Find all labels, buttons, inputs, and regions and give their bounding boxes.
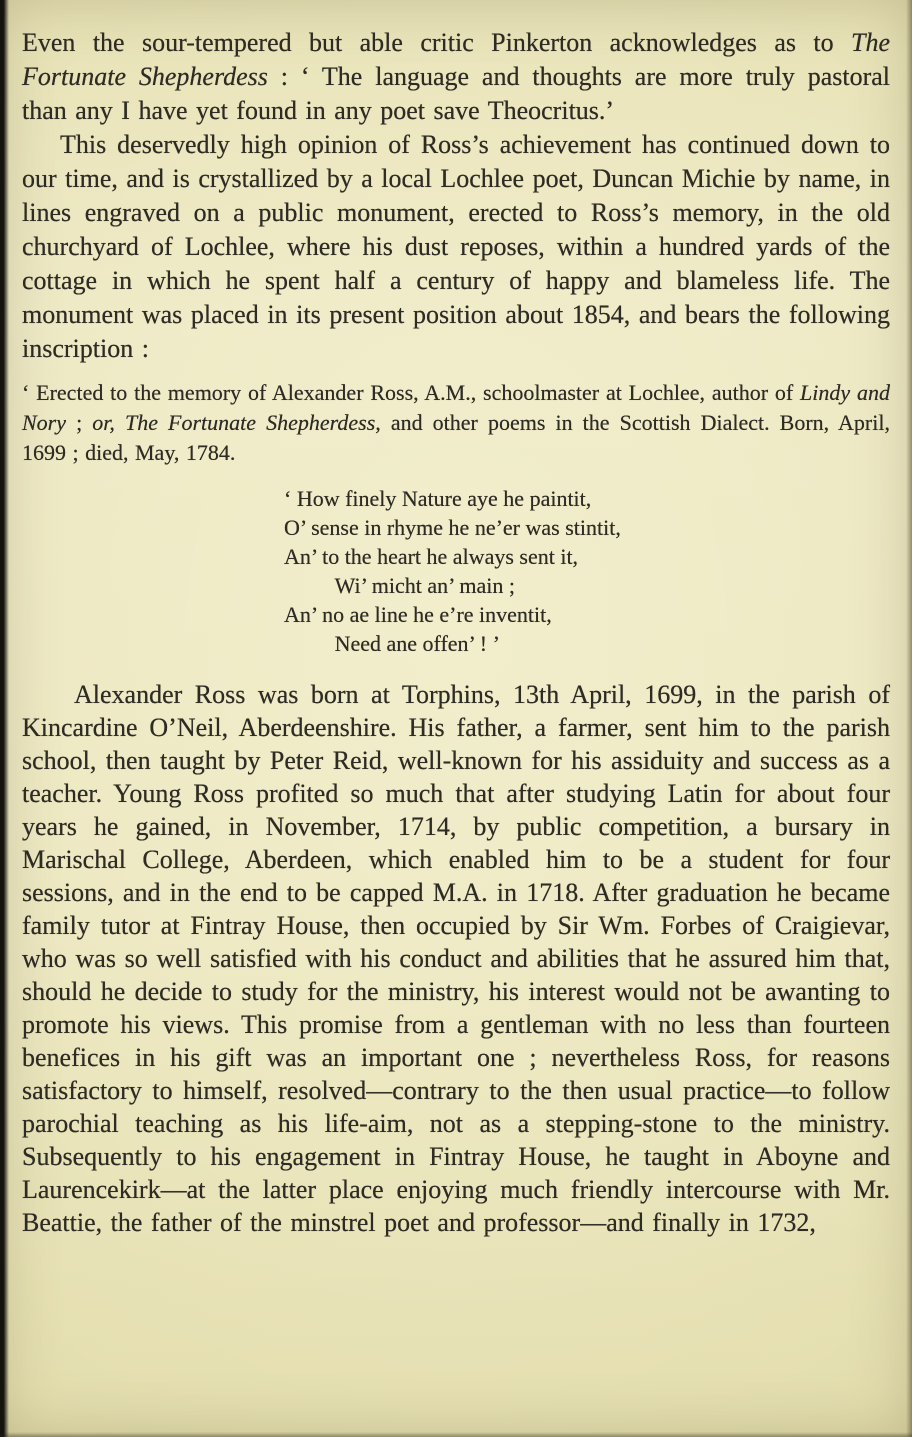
italic-text-run: Lindy and Nory — [22, 380, 890, 435]
verse-line: Need ane offen’ ! ’ — [334, 631, 500, 656]
text-run: This deservedly high opinion of Ross’s achievement has continued down to our time, and is crystallized by a local Lochlee poet, Duncan Michie by name, in lines engraved on a public monument, erected to Ross’s memory, in the old churchyard of Lochlee, where his dust reposes, within a hundred yards of the cottage in which he spent half a century of happy and blameless life. The monument was placed in its present position about 1854, and bears the following inscription : — [22, 130, 890, 363]
italic-text-run: The Fortunate Shepherdess — [22, 28, 890, 91]
text-run: ; — [66, 410, 93, 435]
scan-edge-bottom — [0, 1432, 912, 1437]
verse-line: An’ to the heart he always sent it, — [284, 544, 579, 569]
verse-line: An’ no ae line he e’re inventit, — [284, 602, 552, 627]
scan-edge-left — [0, 0, 9, 1437]
scan-edge-right — [906, 0, 912, 1437]
verse-line: Wi’ micht an’ main ; — [334, 573, 515, 598]
paragraph-pinkerton-quote — [22, 26, 890, 128]
text-run: : ‘ The language and thoughts are more truly pastoral than any I have yet found in any poet save Theocritus.’ — [22, 62, 890, 125]
text-run: and other poems in the Scottish Dialect. Born, April, 1699 ; died, May, 1784. — [22, 410, 890, 465]
italic-text-run: or, The Fortunate Shepherdess, — [92, 410, 381, 435]
text-run: Alexander Ross was born at Torphins, 13th April, 1699, in the parish of Kincardine O’Neil, Aberdeenshire. His father, a farmer, sent him to the parish school, then taught by Peter Reid, well-known for his assiduity and success as a teacher. Young Ross profited so much that after studying Latin for about four years he gained, in November, 1714, by public competition, a bursary in Marischal College, Aberdeen, which enabled him to be a student for four sessions, and in the end to be capped M.A. in 1718. After graduation he became family tutor at Fintray House, then occupied by Sir Wm. Forbes of Craigievar, who was so well satisfied with his conduct and abilities that he assured him that, should he decide to study for the ministry, his interest would not be awanting to promote his views. This promise from a gentleman with no less than fourteen benefices in his gift was an important one ; nevertheless Ross, for reasons satisfactory to himself, resolved—contrary to the then usual practice—to follow parochial teaching as his life-aim, not as a stepping-stone to the ministry. Subsequently to his engagement in Fintray House, he taught in Aboyne and Laurencekirk—at the latter place enjoying much friendly intercourse with Mr. Beattie, the father of the minstrel poet and professor—and finally in 1732, — [22, 680, 890, 1237]
text-run: ‘ Erected to the memory of Alexander Ross, A.M., schoolmaster at Lochlee, author of — [22, 380, 801, 405]
verse-line: O’ sense in rhyme he ne’er was stintit, — [284, 515, 621, 540]
verse-line: ‘ How finely Nature aye he paintit, — [284, 486, 592, 511]
paragraph-biography — [22, 678, 890, 1239]
verse-block — [284, 484, 890, 658]
monument-inscription — [22, 378, 890, 468]
paragraph-monument — [22, 128, 890, 366]
text-run: Even the sour-tempered but able critic Pinkerton acknowledges as to — [22, 28, 851, 57]
